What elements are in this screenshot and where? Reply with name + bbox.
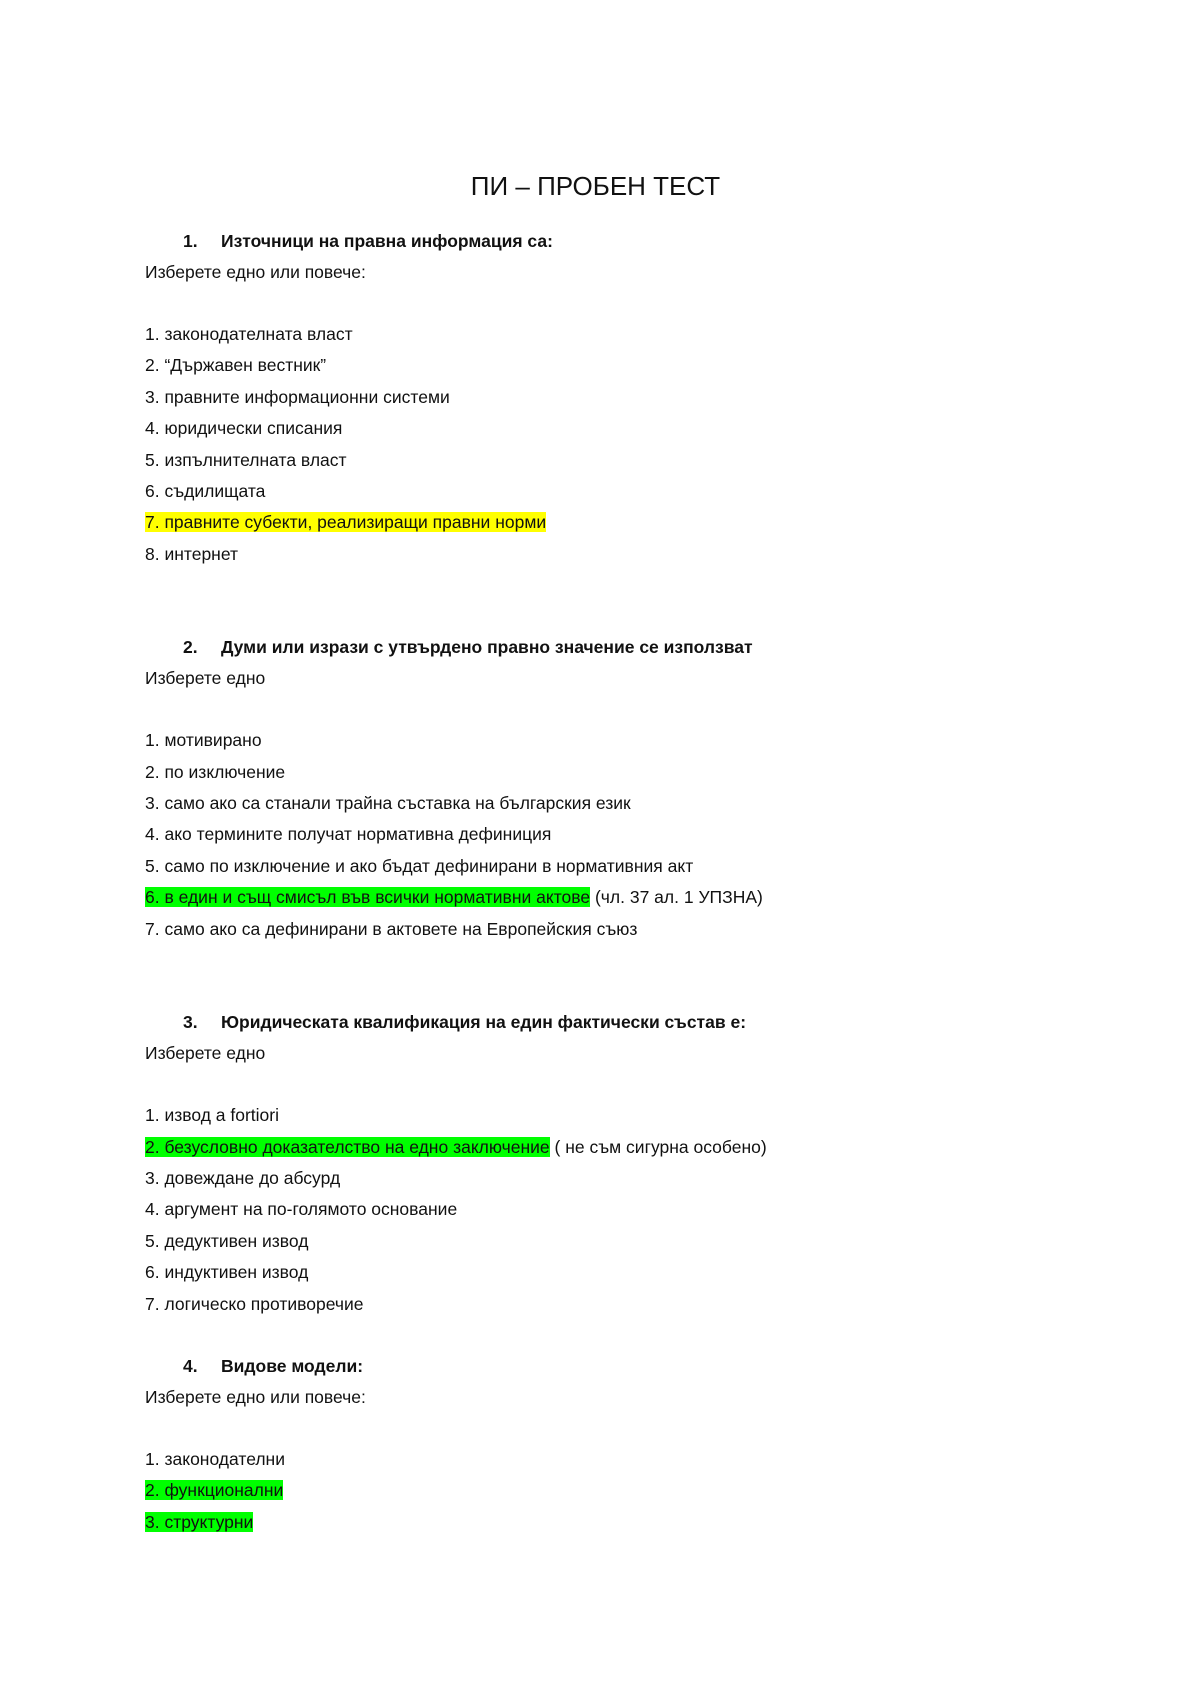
question-instruction: Изберете едно или повече: — [145, 262, 366, 282]
answer-option: 5. само по изключение и ако бъдат дефинирани в нормативния акт — [145, 855, 694, 876]
question-1 — [145, 226, 1200, 257]
answer-option: 3. само ако са станали трайна съставка на българския език — [145, 793, 631, 814]
question-text: Думи или изрази с утвърдено правно значение се използват — [221, 637, 753, 658]
answer-option: 4. ако термините получат нормативна дефиниция — [145, 824, 552, 845]
question-number: 2. — [183, 637, 198, 658]
answer-option-highlighted — [145, 507, 1200, 538]
question-instruction: Изберете едно или повече: — [145, 1386, 366, 1407]
answer-option-highlighted — [145, 882, 1200, 913]
answer-option: 2. “Държавен вестник” — [145, 355, 327, 376]
answer-option: 5. дедуктивен извод — [145, 1230, 309, 1251]
question-text: Видове модели: — [221, 1355, 364, 1376]
question-text: Източници на правна информация са: — [221, 231, 553, 251]
question-3 — [145, 1007, 1200, 1038]
answer-option-highlighted — [145, 1475, 1200, 1506]
answer-option: 3. довеждане до абсурд — [145, 1167, 341, 1188]
green-highlight: 6. в един и същ смисъл във всички нормативни актове — [145, 887, 591, 908]
answer-option-highlighted — [145, 1507, 1200, 1538]
answer-option: 4. юридически списания — [145, 418, 343, 439]
answer-option: 8. интернет — [145, 543, 239, 564]
green-highlight: 2. функционални — [145, 1480, 284, 1501]
answer-option: 6. съдилищата — [145, 481, 266, 502]
answer-note: (чл. 37 ал. 1 УПЗНА) — [590, 887, 763, 908]
answer-option: 1. извод a fortiori — [145, 1105, 279, 1126]
question-2 — [145, 632, 1200, 663]
answer-option: 5. изпълнителната власт — [145, 449, 347, 470]
green-highlight: 3. структурни — [145, 1511, 254, 1532]
green-highlight: 2. безусловно доказателство на едно заключение — [145, 1136, 550, 1157]
question-text: Юридическата квалификация на един фактически състав е: — [221, 1012, 747, 1033]
answer-option: 1. мотивирано — [145, 730, 262, 751]
answer-option: 7. само ако са дефинирани в актовете на Европейския съюз — [145, 918, 638, 939]
answer-option: 1. законодателни — [145, 1448, 285, 1469]
answer-option: 3. правните информационни системи — [145, 386, 450, 407]
answer-option: 6. индуктивен извод — [145, 1262, 309, 1283]
answer-option: 4. аргумент на по-голямото основание — [145, 1199, 458, 1220]
yellow-highlight: 7. правните субекти, реализиращи правни норми — [145, 512, 547, 533]
question-number: 3. — [183, 1012, 198, 1033]
answer-option: 2. по изключение — [145, 761, 286, 782]
question-instruction: Изберете едно — [145, 668, 266, 689]
question-number: 4. — [183, 1355, 198, 1376]
answer-option-highlighted — [145, 1132, 1200, 1163]
question-instruction: Изберете едно — [145, 1043, 266, 1064]
question-number: 1. — [183, 231, 198, 251]
answer-note: ( не съм сигурна особено) — [549, 1136, 767, 1157]
question-4 — [145, 1351, 1200, 1382]
page-title: ПИ – ПРОБЕН ТЕСТ — [470, 171, 721, 201]
answer-option: 7. логическо противоречие — [145, 1293, 364, 1314]
answer-option: 1. законодателната власт — [145, 324, 353, 344]
